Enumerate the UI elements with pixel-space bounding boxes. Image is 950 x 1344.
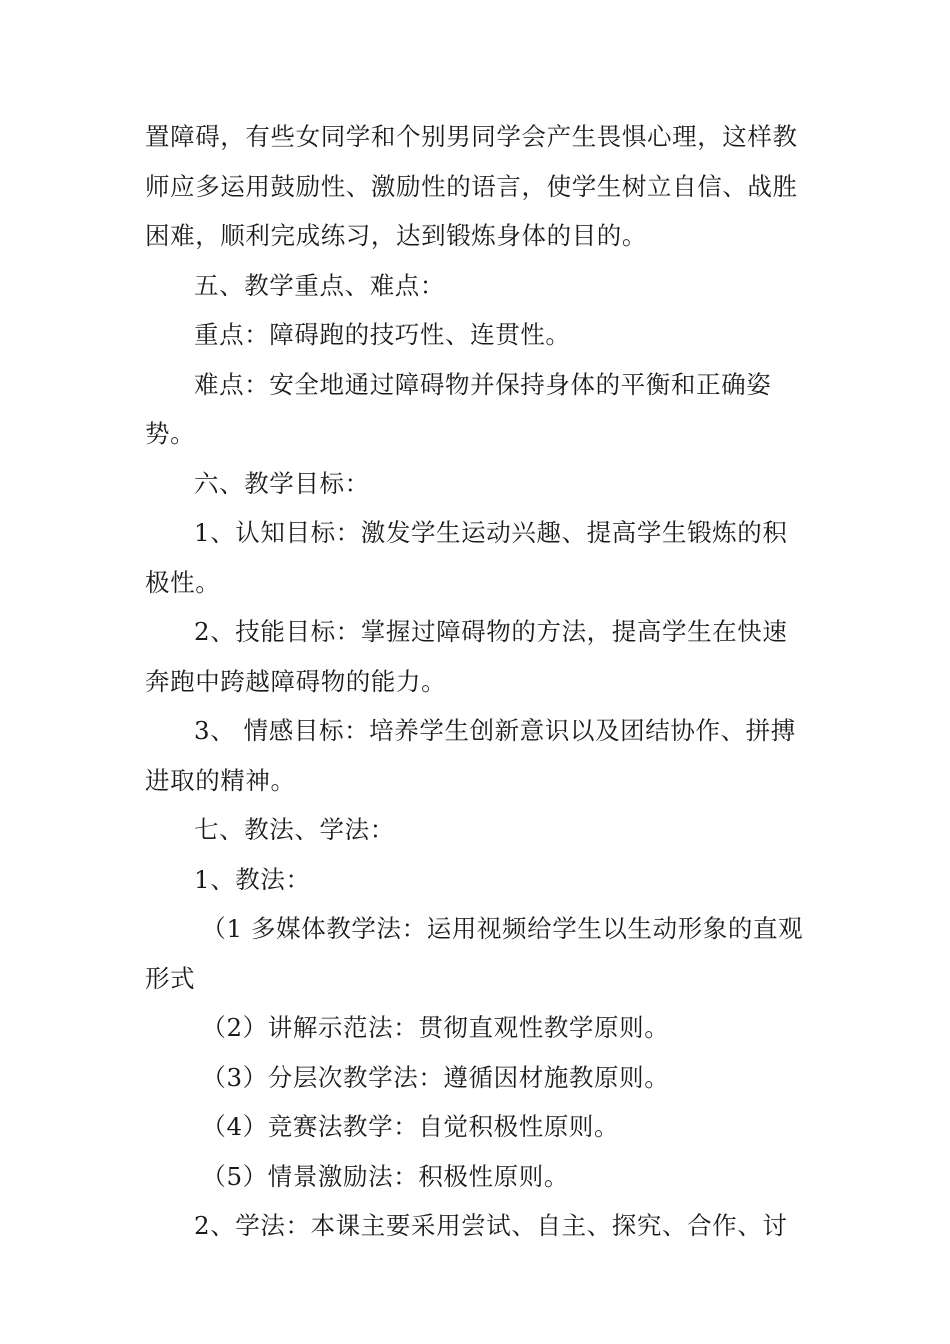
paragraph: 重点：障碍跑的技巧性、连贯性。	[194, 320, 571, 349]
paragraph: 难点：安全地通过障碍物并保持身体的平衡和正确姿势。	[145, 369, 772, 448]
section-heading-objectives: 六、教学目标：	[194, 468, 370, 498]
section-heading-key-points: 五、教学重点、难点：	[194, 270, 445, 300]
section-heading-methods: 七、教法、学法：	[194, 815, 395, 844]
paragraph: 1、认知目标：激发学生运动兴趣、提高学生锻炼的积极性。	[145, 518, 788, 597]
list-item: （4）竞赛法教学：自觉积极性原则。	[201, 1112, 620, 1141]
list-item: （5）情景激励法：积极性原则。	[201, 1161, 569, 1191]
paragraph: 2、技能目标：掌握过障碍物的方法，提高学生在快速奔跑中跨越障碍物的能力。	[145, 617, 788, 696]
subsection-heading-teaching-methods: 1、教法：	[194, 864, 311, 894]
paragraph: 3、 情感目标：培养学生创新意识以及团结协作、拼搏进取的精神。	[145, 716, 796, 795]
list-item: （2）讲解示范法：贯彻直观性教学原则。	[201, 1013, 670, 1042]
paragraph: 2、学法：本课主要采用尝试、自主、探究、合作、讨	[194, 1211, 788, 1240]
list-item: （3）分层次教学法：遵循因材施教原则。	[201, 1062, 670, 1092]
document-body	[145, 112, 810, 1251]
paragraph: 置障碍，有些女同学和个别男同学会产生畏惧心理，这样教师应多运用鼓励性、激励性的语言，使学生树立自信、战胜困难，顺利完成练习，达到锻炼身体的目的。	[145, 122, 798, 250]
list-item: （1 多媒体教学法：运用视频给学生以生动形象的直观形式	[145, 914, 804, 993]
